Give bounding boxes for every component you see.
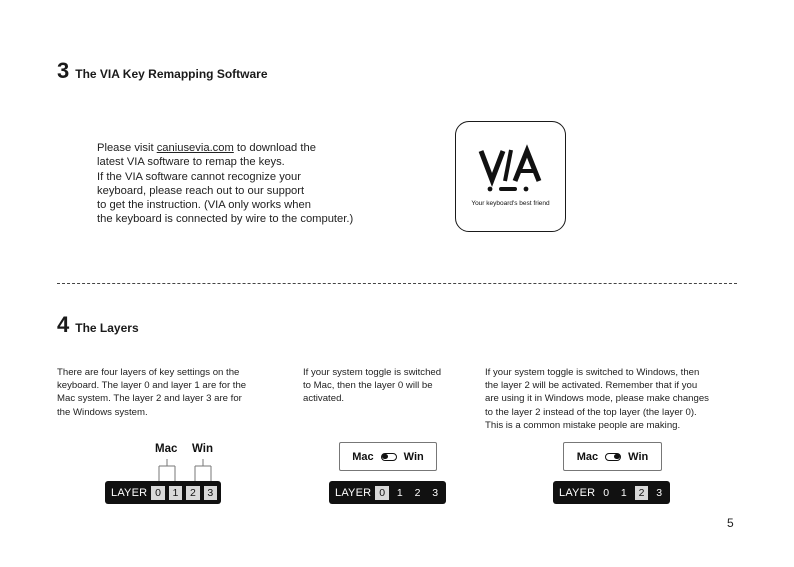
instruction-line: the keyboard is connected by wire to the computer.) (97, 213, 354, 226)
text-line: If your system toggle is switched to Windows, then (485, 367, 700, 378)
via-tagline: Your keyboard's best friend (471, 200, 550, 207)
toggle-switch-icon (605, 453, 621, 461)
layer-label: LAYER (559, 486, 596, 499)
mac-label: Mac (155, 443, 178, 455)
caniusevia-link[interactable]: caniusevia.com (156, 142, 234, 154)
layer-1: 1 (169, 486, 182, 500)
layer-2: 2 (414, 486, 421, 499)
section-number: 3 (57, 58, 70, 83)
section-3-header (57, 60, 268, 82)
layer-2: 2 (186, 486, 199, 500)
section-title: The Layers (75, 321, 139, 335)
windows-toggle-description (485, 366, 755, 432)
layer-2: 2 (635, 486, 649, 500)
text-line: This is a common mistake people are making. (485, 419, 681, 431)
layer-0: 0 (375, 486, 389, 500)
text-line: are using it in Windows mode, please make changes (485, 393, 709, 405)
layer-bar-mac (329, 481, 446, 504)
layer-3: 3 (656, 486, 663, 499)
mac-label: Mac (576, 450, 599, 463)
text-line: activated. (303, 393, 345, 405)
system-toggle-mac (339, 442, 437, 471)
text-line: the Windows system. (57, 406, 148, 418)
layer-0: 0 (151, 486, 164, 500)
section-title: The VIA Key Remapping Software (75, 67, 268, 81)
text-line: There are four layers of key settings on the (57, 367, 240, 378)
section-4-header (57, 314, 139, 336)
layer-0: 0 (603, 486, 610, 499)
layer-3: 3 (432, 486, 439, 499)
text-line: to the layer 2 instead of the top layer (the layer 0). (485, 406, 697, 418)
layer-1: 1 (396, 486, 403, 499)
layer-1: 1 (620, 486, 627, 499)
layer-label: LAYER (111, 486, 148, 499)
instruction-line: Please visit caniusevia.com to download the (97, 142, 316, 154)
win-label: Win (192, 443, 213, 455)
text-line: the layer 2 will be activated. Remember that if you (485, 380, 698, 392)
instruction-line: If the VIA software cannot recognize your (97, 170, 301, 183)
layers-description (57, 366, 297, 419)
via-logo-icon (475, 142, 547, 194)
text-line: to Mac, then the layer 0 will be (303, 380, 433, 392)
text-line: If your system toggle is switched (303, 367, 442, 378)
text-line: keyboard. The layer 0 and layer 1 are for the (57, 380, 247, 392)
section-number: 4 (57, 312, 70, 337)
via-logo-card (455, 121, 566, 232)
instruction-line: latest VIA software to remap the keys. (97, 156, 285, 169)
layer-label: LAYER (335, 486, 372, 499)
page-number: 5 (727, 516, 734, 530)
layer-3: 3 (204, 486, 217, 500)
section-divider (57, 283, 737, 284)
mac-toggle-description (303, 366, 483, 406)
layer-bar-win (553, 481, 670, 504)
instruction-line: keyboard, please reach out to our support (97, 184, 305, 197)
win-label: Win (403, 450, 424, 463)
system-toggle-win (563, 442, 662, 471)
text-line: Mac system. The layer 2 and layer 3 are for (57, 393, 242, 405)
instruction-line: to get the instruction. (VIA only works when (97, 199, 311, 212)
win-label: Win (628, 450, 649, 463)
toggle-switch-icon (381, 453, 397, 461)
layer-bar-all (105, 481, 221, 504)
mac-label: Mac (352, 450, 374, 463)
via-instructions (97, 141, 397, 227)
